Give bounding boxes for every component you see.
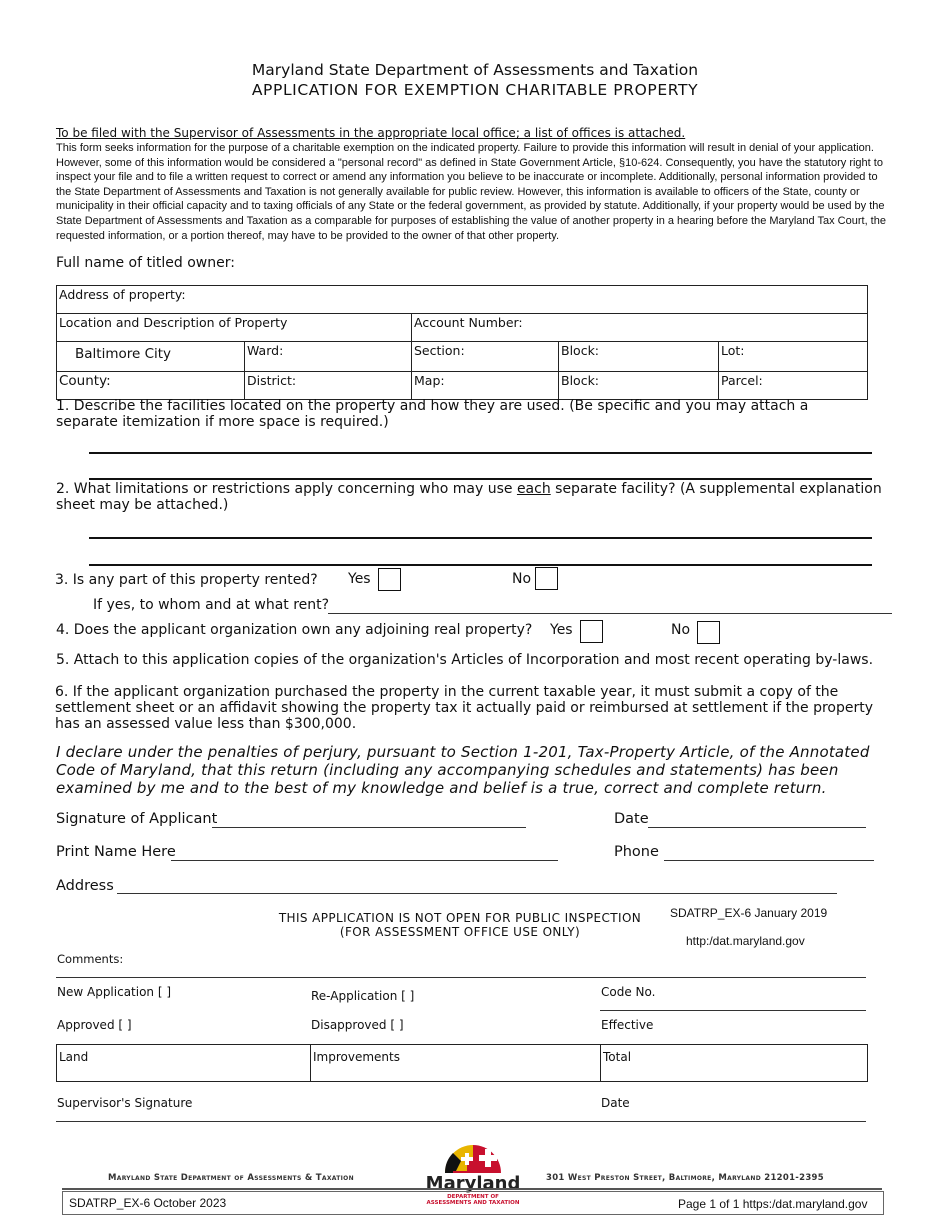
ward-field[interactable] [245, 342, 412, 372]
lot-label: Lot: [721, 343, 745, 358]
footer-department: Maryland State Department of Assessments & Taxation [108, 1173, 354, 1183]
maryland-flag-logo [441, 1133, 505, 1177]
privacy-notice: This form seeks information for the purpose of a charitable exemption on the indicated property. Failure to provide this information will result in denial of your application. However, some of this information would be considered a "personal record" as defined in State Government Article, §10-624. Consequently, you have the statutory right to inspect your file and to file a written request to correct or amend any information you believe to be inaccurate or incomplete. Additionally, personal information provided to the State Department of Assessments and Taxation is not generally available for public review. However, this information is available to officers of the State, county or municipality in their official capacity and to taxing officials of any State or the federal government, as provided by statute. Additionally, if your property would be used by the State Department of Assessments and Taxation as a comparable for purposes of establishing the value of another property in a hearing before the Maryland Tax Court, the requested information, or a portion thereof, may have to be provided to the owner of that other property. [56, 142, 886, 242]
land-label: Land [59, 1050, 89, 1064]
perjury-declaration: I declare under the penalties of perjury, pursuant to Section 1-201, Tax-Property Article, of the Annotated Code of Maryland, that this return (including any accompanying schedules and statements) has been examined by me and to the best of my knowledge and belief is a true, correct and complete return. [56, 743, 870, 797]
date-line[interactable] [648, 827, 866, 828]
q3-rent-answer-line[interactable] [328, 613, 892, 614]
answer-line-2a[interactable] [89, 537, 872, 539]
block2-field[interactable] [559, 372, 719, 400]
department-title: Maryland State Department of Assessments and Taxation [251, 61, 699, 79]
answer-line-2b[interactable] [89, 564, 872, 566]
signature-line[interactable] [212, 827, 526, 828]
property-info-table [56, 285, 868, 400]
q4-no-label: No [671, 622, 691, 638]
county-label: County: [59, 373, 111, 389]
parcel-field[interactable] [719, 372, 868, 400]
effective-label: Effective [601, 1018, 654, 1032]
footer-address: 301 West Preston Street, Baltimore, Maryland 21201-2395 [546, 1173, 824, 1183]
question-3: 3. Is any part of this property rented? [55, 572, 318, 588]
supervisor-date-label: Date [601, 1096, 630, 1110]
footer-divider [62, 1188, 882, 1190]
disapproved-check[interactable]: Disapproved [ ] [311, 1018, 404, 1032]
lot-field[interactable] [719, 342, 868, 372]
question-1: 1. Describe the facilities located on the property and how they are used. (Be specific and you may attach a separate itemization if more space is required.) [56, 398, 809, 430]
question-2 [56, 481, 886, 513]
total-label: Total [603, 1050, 632, 1064]
q3-no-label: No [512, 571, 532, 587]
district-field[interactable] [245, 372, 412, 400]
account-number-field[interactable] [412, 314, 868, 342]
phone-line[interactable] [664, 860, 874, 861]
address-of-property-label: Address of property: [59, 287, 186, 302]
date-label: Date [614, 811, 649, 827]
question-2-post: separate facility? (A supplemental explanation sheet may be attached.) [56, 481, 882, 513]
form-title: APPLICATION FOR EXEMPTION CHARITABLE PROPERTY [251, 81, 699, 99]
block-label: Block: [561, 343, 600, 358]
q3-followup: If yes, to whom and at what rent? [93, 597, 330, 613]
phone-label: Phone [614, 844, 659, 860]
question-6: 6. If the applicant organization purchased the property in the current taxable year, it must submit a copy of the settlement sheet or an affidavit showing the property tax it actually paid or reimbursed at settlement if the property has an assessed value less than $300,000. [55, 684, 874, 732]
address-label: Address [56, 878, 114, 894]
code-no-label: Code No. [601, 985, 656, 999]
block2-label: Block: [561, 373, 600, 388]
q3-no-checkbox[interactable] [535, 567, 558, 590]
city-value: Baltimore City [57, 342, 245, 372]
total-field[interactable] [601, 1045, 868, 1082]
ward-label: Ward: [247, 343, 284, 358]
land-field[interactable] [57, 1045, 311, 1082]
page-info: Page 1 of 1 https:/dat.maryland.gov [678, 1197, 868, 1211]
map-field[interactable] [412, 372, 559, 400]
print-name-label: Print Name Here [56, 844, 176, 860]
new-application-check[interactable]: New Application [ ] [57, 985, 172, 999]
county-field[interactable] [57, 372, 245, 400]
print-name-line[interactable] [171, 860, 558, 861]
approved-check[interactable]: Approved [ ] [57, 1018, 132, 1032]
comments-label: Comments: [57, 952, 124, 966]
address-line[interactable] [117, 893, 837, 894]
supervisor-signature-label: Supervisor's Signature [57, 1096, 193, 1110]
valuation-table [56, 1044, 868, 1082]
location-description-field[interactable] [57, 314, 412, 342]
district-label: District: [247, 373, 297, 388]
re-application-check[interactable]: Re-Application [ ] [311, 989, 415, 1003]
q4-yes-label: Yes [550, 622, 573, 638]
question-2-pre: 2. What limitations or restrictions apply concerning who may use [56, 481, 517, 497]
answer-line-1a[interactable] [89, 452, 872, 454]
question-5: 5. Attach to this application copies of the organization's Articles of Incorporation and most recent operating by-laws. [56, 652, 874, 668]
logo-subtext-line1: DEPARTMENT OF [447, 1194, 499, 1200]
address-of-property-field[interactable] [57, 286, 868, 314]
logo-wordmark: Maryland [425, 1173, 521, 1194]
supervisor-line[interactable] [56, 1121, 866, 1122]
question-4: 4. Does the applicant organization own any adjoining real property? [56, 622, 533, 638]
parcel-label: Parcel: [721, 373, 763, 388]
improvements-label: Improvements [313, 1050, 400, 1064]
account-number-label: Account Number: [414, 315, 523, 330]
code-no-line[interactable] [600, 1010, 866, 1011]
location-description-label: Location and Description of Property [59, 315, 288, 330]
q3-yes-label: Yes [348, 571, 371, 587]
website-text: http:/dat.maryland.gov [686, 934, 805, 948]
form-id-2019: SDATRP_EX-6 January 2019 [670, 906, 828, 920]
office-use-notice-line2: (FOR ASSESSMENT OFFICE USE ONLY) [339, 925, 581, 939]
form-version: SDATRP_EX-6 October 2023 [69, 1196, 227, 1210]
answer-line-1b[interactable] [89, 478, 872, 480]
filing-instruction: To be filed with the Supervisor of Assessments in the appropriate local office; a list of offices is attached. [56, 126, 686, 140]
improvements-field[interactable] [311, 1045, 601, 1082]
q3-yes-checkbox[interactable] [378, 568, 401, 591]
office-use-notice [260, 911, 660, 939]
map-label: Map: [414, 373, 445, 388]
q4-no-checkbox[interactable] [697, 621, 720, 644]
section-field[interactable] [412, 342, 559, 372]
signature-label: Signature of Applicant [56, 811, 218, 827]
q4-yes-checkbox[interactable] [580, 620, 603, 643]
full-name-label: Full name of titled owner: [56, 255, 235, 271]
office-use-notice-line1: THIS APPLICATION IS NOT OPEN FOR PUBLIC INSPECTION [278, 911, 642, 925]
logo-subtext-line2: ASSESSMENTS AND TAXATION [426, 1200, 520, 1206]
block-field[interactable] [559, 342, 719, 372]
comments-line[interactable] [56, 977, 866, 978]
question-2-emphasis: each [516, 481, 551, 497]
section-label: Section: [414, 343, 465, 358]
